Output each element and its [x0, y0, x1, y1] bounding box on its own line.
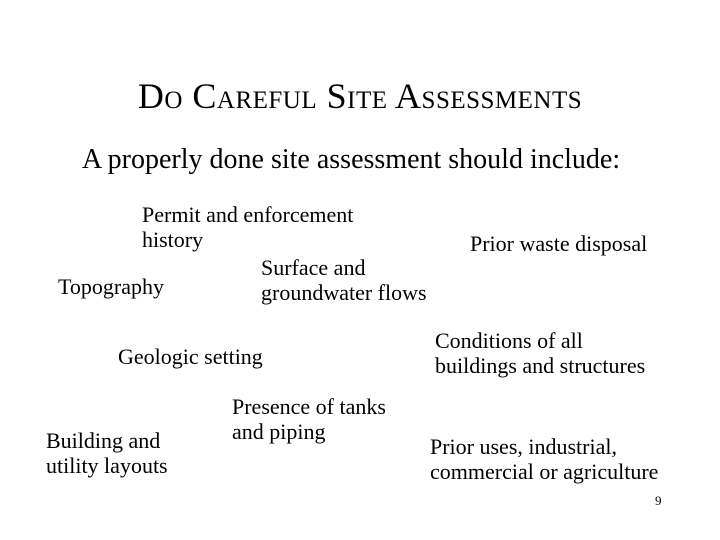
- item-line: Building and: [46, 428, 161, 453]
- slide-title: Do Careful Site Assessments: [137, 76, 583, 116]
- item-line: Geologic setting: [118, 344, 263, 369]
- item-prior-uses: [430, 434, 658, 484]
- item-line: Surface and: [261, 255, 366, 280]
- item-line: utility layouts: [46, 453, 168, 478]
- page-number: 9: [655, 493, 662, 508]
- item-building-utility-layouts: [46, 428, 168, 478]
- item-line: and piping: [232, 419, 326, 444]
- item-line: Presence of tanks: [232, 394, 386, 419]
- item-line: history: [142, 227, 204, 252]
- item-permit-history: [142, 202, 353, 252]
- item-line: Prior uses, industrial,: [430, 434, 617, 459]
- item-surface-groundwater: [261, 255, 427, 305]
- item-line: commercial or agriculture: [430, 459, 659, 484]
- item-prior-waste-disposal: [470, 231, 647, 256]
- item-topography: [58, 274, 164, 299]
- item-line: groundwater flows: [261, 280, 427, 305]
- item-geologic-setting: [118, 344, 263, 369]
- item-conditions-buildings: [435, 328, 645, 378]
- item-tanks-piping: [232, 394, 386, 444]
- item-line: Topography: [58, 274, 164, 299]
- item-line: Permit and enforcement: [142, 202, 354, 227]
- item-line: Prior waste disposal: [470, 231, 648, 256]
- item-line: Conditions of all: [435, 328, 583, 353]
- item-line: buildings and structures: [435, 353, 646, 378]
- slide-subtitle: A properly done site assessment should include:: [82, 144, 621, 175]
